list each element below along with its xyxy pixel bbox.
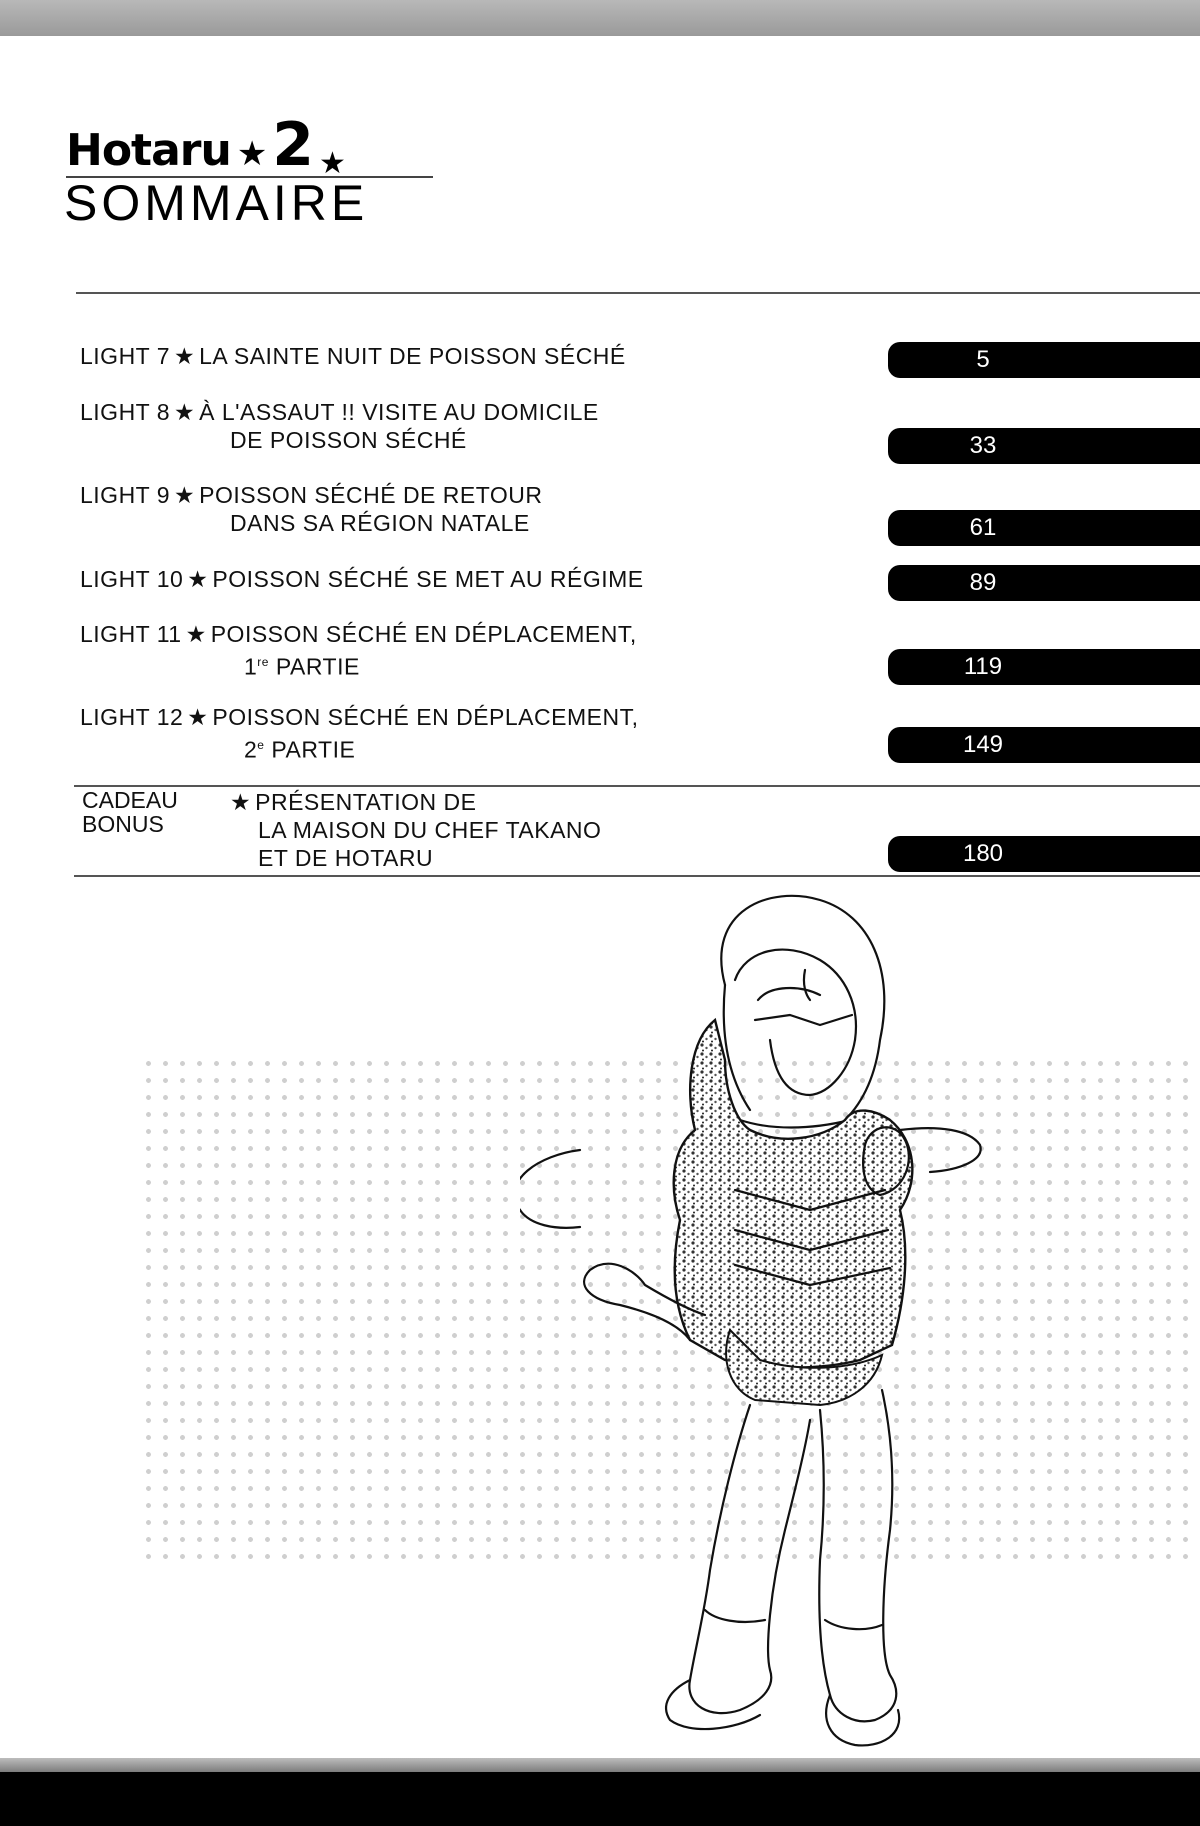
chapter-title-line: POISSON SÉCHÉ DE RETOUR [199,482,543,508]
ordinal-suffix: e [257,738,265,752]
star-icon: ★ [174,343,196,369]
chapter-title-line: À L'ASSAUT !! VISITE AU DOMICILE [199,399,599,425]
page-number: 119 [963,653,1003,680]
star-icon: ★ [319,146,345,181]
page-number: 89 [969,569,997,596]
chapter-title-line: LA SAINTE NUIT DE POISSON SÉCHÉ [199,343,626,369]
page-number-tab [888,428,1200,464]
page-number: 5 [976,346,990,373]
chapter-title [80,565,644,593]
star-icon: ★ [236,134,267,174]
chapter-label: LIGHT 9 [80,482,170,508]
page-number: 61 [969,514,997,541]
bonus-title-line-2: LA MAISON DU CHEF TAKANO [258,817,602,843]
chapter-title-line: POISSON SÉCHÉ EN DÉPLACEMENT, [212,704,639,730]
chapter-title-line-2 [80,648,637,681]
page-number: 149 [962,731,1004,758]
chapter-title [80,398,599,454]
page-number-tab [888,565,1200,601]
chapter-title [80,703,638,764]
page-number: 180 [962,840,1004,867]
divider-bonus-bottom [74,875,1200,877]
bonus-title-line-1: PRÉSENTATION DE [255,789,477,815]
chapter-title-line-2: DE POISSON SÉCHÉ [230,427,467,453]
part-number: 1 [244,653,258,680]
page-number: 33 [969,432,997,459]
bonus-title-line-3: ET DE HOTARU [258,845,434,871]
top-gray-border [0,0,1200,36]
star-icon: ★ [174,482,196,508]
chapter-label: LIGHT 10 [80,566,184,592]
page-number-tab [888,649,1200,685]
page-number-tab [888,342,1200,378]
part-label: PARTIE [264,736,356,763]
page-number-tab [888,727,1200,763]
page-number-tab [888,510,1200,546]
chapter-label: LIGHT 8 [80,399,170,425]
page-number-tab [888,836,1200,872]
bonus-label-line-2: BONUS [82,811,164,837]
series-name: Hotaru [66,125,231,176]
chapter-title [80,342,626,370]
chapter-title-line-2: DANS SA RÉGION NATALE [230,510,530,536]
bonus-label [82,788,178,836]
star-icon: ★ [187,704,209,730]
divider-bonus-top [74,785,1200,787]
star-icon: ★ [174,399,196,425]
star-icon: ★ [187,566,209,592]
bonus-label-line-1: CADEAU [82,787,178,813]
star-icon: ★ [230,789,252,815]
volume-number: 2 [272,110,314,180]
chapter-title-line-2 [80,731,638,764]
bottom-gray-border [0,1758,1200,1772]
chapter-label: LIGHT 7 [80,343,170,369]
chapter-title-line: POISSON SÉCHÉ SE MET AU RÉGIME [212,566,644,592]
part-number: 2 [244,736,258,763]
chapter-title [80,620,637,681]
divider-top [76,292,1200,294]
manga-girl-illustration [520,890,1000,1760]
part-label: PARTIE [268,653,360,680]
bonus-title [230,788,601,872]
chapter-title-line: POISSON SÉCHÉ EN DÉPLACEMENT, [210,621,637,647]
chapter-label: LIGHT 12 [80,704,184,730]
ordinal-suffix: re [257,655,269,669]
chapter-title [80,481,543,537]
chapter-label: LIGHT 11 [80,621,182,647]
bottom-black-border [0,1772,1200,1826]
series-title [66,110,345,180]
page-title: SOMMAIRE [64,175,369,231]
star-icon: ★ [185,621,207,647]
